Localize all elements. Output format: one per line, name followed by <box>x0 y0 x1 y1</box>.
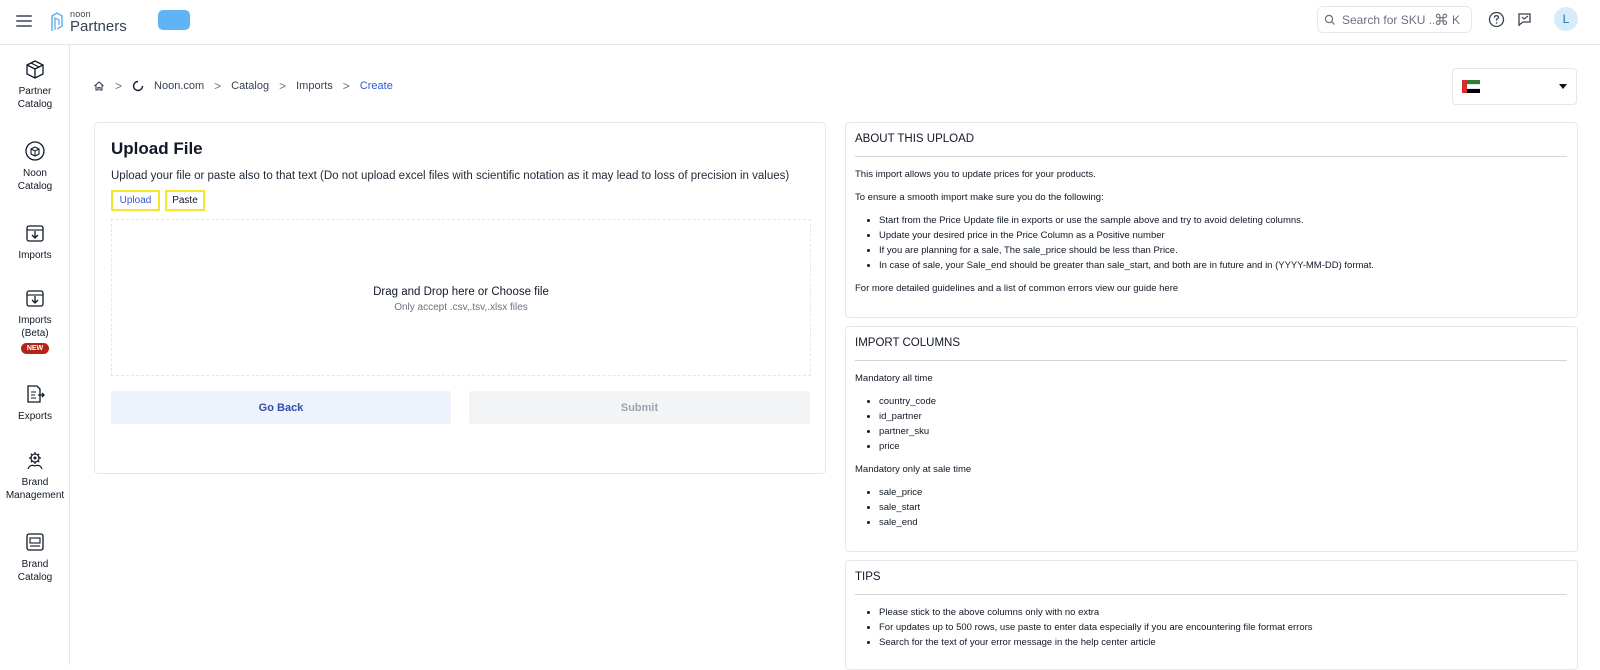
loading-spinner-icon <box>132 80 144 92</box>
sidebar-item-label: Exports <box>18 411 52 422</box>
list-item: • sale_price <box>879 485 1568 500</box>
new-badge: NEW <box>21 343 49 354</box>
sidebar-item-imports[interactable] <box>0 222 70 262</box>
chevron-right-icon: > <box>279 79 287 93</box>
about-heading: ABOUT THIS UPLOAD <box>855 133 1567 157</box>
sidebar-item-exports[interactable] <box>0 383 70 423</box>
logo-small-text: noon <box>70 9 91 19</box>
brand-catalog-icon <box>24 531 46 553</box>
logo-mark-icon <box>50 11 64 33</box>
list-item: • Start from the Price Update file in exports or use the sample above and try to avoid deleting columns. <box>879 213 1568 228</box>
list-item: • In case of sale, your Sale_end should be greater than sale_start, and both are in future and in (YYYY-MM-DD) format. <box>879 258 1568 273</box>
paste-mode-button[interactable]: Paste <box>165 190 205 211</box>
logo-big-text: Partners <box>70 18 127 35</box>
dropzone-title: Drag and Drop here or Choose file <box>373 286 549 298</box>
about-ensure: To ensure a smooth import make sure you do the following: <box>855 192 1104 203</box>
help-icon[interactable] <box>1488 11 1505 28</box>
mandatory-sale-list <box>879 485 1568 530</box>
sidebar <box>0 45 70 665</box>
guide-link[interactable]: For more detailed guidelines and a list of common errors view our guide here <box>855 283 1179 294</box>
user-avatar[interactable]: L <box>1554 7 1578 31</box>
upload-description: Upload your file or paste also to that text (Do not upload excel files with scientific notation as it may lead to loss of precision in values) <box>111 170 790 182</box>
list-item: • For updates up to 500 rows, use paste to enter data especially if you are encountering file format errors <box>879 620 1568 635</box>
list-item: • price <box>879 439 1568 454</box>
list-item: • sale_start <box>879 500 1568 515</box>
list-item: • If you are planning for a sale, The sale_price should be less than Price. <box>879 243 1568 258</box>
list-item: • Search for the text of your error message in the help center article <box>879 635 1568 650</box>
upload-title: Upload File <box>111 139 203 158</box>
about-upload-card <box>845 122 1578 318</box>
chevron-down-icon <box>1559 84 1567 89</box>
noon-partners-logo[interactable] <box>50 8 127 36</box>
breadcrumb-imports[interactable]: Imports <box>296 80 333 92</box>
brand-gear-icon <box>24 449 46 471</box>
tips-list <box>879 605 1568 650</box>
sidebar-item-label: Noon Catalog <box>17 168 53 192</box>
breadcrumb-create: Create <box>359 80 393 92</box>
sidebar-item-label: Imports (Beta) <box>18 315 52 339</box>
list-item: • id_partner <box>879 409 1568 424</box>
upload-mode-button[interactable]: Upload <box>111 190 160 211</box>
mandatory-all-list <box>879 394 1568 454</box>
sidebar-item-label: Partner Catalog <box>17 86 53 110</box>
feedback-flag-icon[interactable] <box>1516 11 1533 28</box>
search-input[interactable] <box>1342 13 1434 27</box>
search-shortcut <box>1434 11 1460 29</box>
chevron-right-icon: > <box>342 79 350 93</box>
breadcrumb-catalog[interactable]: Catalog <box>231 80 270 92</box>
uae-flag-icon <box>1462 80 1480 93</box>
box-search-icon <box>24 140 46 162</box>
import-tray-icon <box>24 287 46 309</box>
search-icon <box>1324 14 1336 26</box>
dropzone-subtitle: Only accept .csv,.tsv,.xlsx files <box>394 302 528 313</box>
sidebar-item-brand-catalog[interactable] <box>0 531 70 584</box>
upload-file-card <box>94 122 826 474</box>
list-item: • partner_sku <box>879 424 1568 439</box>
tips-heading: TIPS <box>855 571 1567 595</box>
home-icon[interactable] <box>93 80 105 92</box>
sidebar-item-label: Brand Management <box>5 477 65 501</box>
export-doc-icon <box>24 383 46 405</box>
sidebar-item-imports-beta[interactable] <box>0 287 70 354</box>
command-key-icon: ⌘ <box>1434 11 1449 29</box>
list-item: • country_code <box>879 394 1568 409</box>
about-list <box>879 213 1568 273</box>
sidebar-item-label: Imports <box>18 250 52 261</box>
chevron-right-icon: > <box>214 79 222 93</box>
search-box[interactable] <box>1317 6 1472 33</box>
search-shortcut-key: K <box>1452 12 1461 27</box>
about-intro: This import allows you to update prices for your products. <box>855 169 1096 180</box>
list-item: • sale_end <box>879 515 1568 530</box>
sidebar-item-brand-management[interactable] <box>0 449 70 502</box>
submit-button[interactable]: Submit <box>469 391 810 424</box>
sidebar-item-partner-catalog[interactable] <box>0 58 70 111</box>
hamburger-menu-icon[interactable] <box>16 13 32 29</box>
list-item: • Update your desired price in the Price Column as a Positive number <box>879 228 1568 243</box>
columns-heading: IMPORT COLUMNS <box>855 337 1567 361</box>
tips-card <box>845 560 1578 670</box>
import-columns-card <box>845 326 1578 552</box>
mandatory-all-label: Mandatory all time <box>855 373 933 384</box>
top-bar <box>0 0 1600 45</box>
store-selector-button[interactable] <box>158 10 190 30</box>
breadcrumb-noon[interactable]: Noon.com <box>154 80 205 92</box>
mandatory-sale-label: Mandatory only at sale time <box>855 464 972 475</box>
chevron-right-icon: > <box>115 79 123 93</box>
breadcrumb <box>93 78 393 94</box>
import-tray-icon <box>24 222 46 244</box>
country-selector[interactable] <box>1452 68 1577 105</box>
go-back-button[interactable]: Go Back <box>111 391 451 424</box>
box-icon <box>24 58 46 80</box>
list-item: • Please stick to the above columns only with no extra <box>879 605 1568 620</box>
file-dropzone[interactable] <box>111 219 811 376</box>
sidebar-item-noon-catalog[interactable] <box>0 140 70 193</box>
sidebar-item-label: Brand Catalog <box>17 559 53 583</box>
